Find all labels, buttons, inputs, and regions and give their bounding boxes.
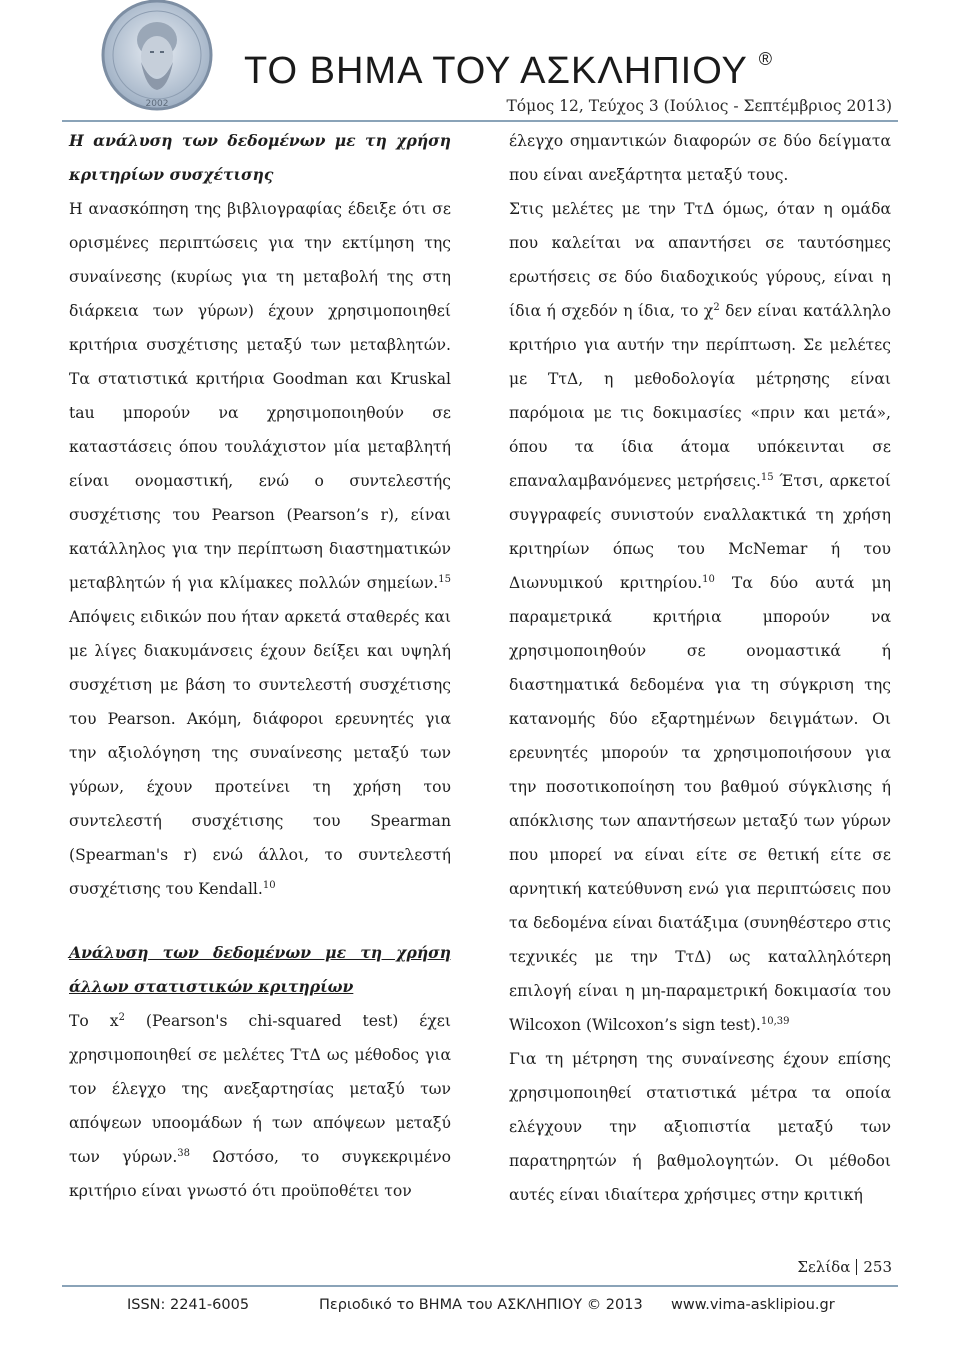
logo-year: 2002 [145, 99, 169, 109]
paragraph-correlation [69, 192, 451, 906]
asklepios-head-logo-icon [98, 0, 216, 118]
paragraph-text: (Pearson's chi-squared test) έχει χρησιμοποιηθεί σε μελέτες ΤτΔ ως μέθοδος για τον έλεγχο της ανεξαρτησίας μεταξύ των απόψεων υποομάδων ή των απόψεων μεταξύ των γύρων. [69, 1012, 451, 1166]
paragraph-continuation: έλεγχο σημαντικών διαφορών σε δύο δείγματα που είναι ανεξάρτητα μεταξύ τους. [509, 132, 891, 184]
superscript: 2 [118, 1012, 125, 1023]
paragraph-text: Το x [69, 1012, 119, 1030]
paragraph-text: Η ανασκόπηση της βιβλιογραφίας έδειξε ότι σε ορισμένες περιπτώσεις για την εκτίμηση της συναίνεσης (κυρίως για τη μεταβολή της στη διάρκεια των γύρων) έχουν χρησιμοποιηθεί κριτήρια συσχέτισης μεταξύ των μεταβλητών. Τα στατιστικά κριτήρια Goodman και Kruskal tau μπορούν να χρησιμοποιηθούν σε καταστάσεις όπου τουλάχιστον μία μεταβλητή είναι ονομαστική, ενώ ο συντελεστής συσχέτισης του Pearson (Pearson’s r), είναι κατάλληλος για την περίπτωση διαστηματικών μεταβλητών ή για κλίμακες πολλών σημείων. [69, 200, 451, 592]
journal-title [244, 48, 773, 94]
paragraph-delphi-tests [509, 192, 891, 1042]
paragraph-text: Στις μελέτες με την ΤτΔ όμως, όταν η ομάδα που καλείται να απαντήσει σε ταυτόσημες ερωτήσεις σε δύο διαδοχικούς γύρους, είναι η ίδια ή σχεδόν η ίδια, το χ [509, 200, 891, 320]
paragraph-reliability: Για τη μέτρηση της συναίνεσης έχουν επίσης χρησιμοποιηθεί στατιστικά μέτρα τα οποία ελέγχουν την αξιοπιστία μεταξύ των παρατηρητών ή βαθμολογητών. Οι μέθοδοι αυτές είναι ιδιαίτερα χρήσιμες στην κριτική [509, 1050, 891, 1204]
citation: 10,39 [760, 1016, 790, 1027]
footer-divider [62, 1285, 898, 1287]
journal-title-text: ΤΟ ΒΗΜΑ ΤΟΥ ΑΣΚΛΗΠΙΟΥ [244, 50, 748, 92]
citation: 10 [262, 880, 276, 891]
section-spacer [69, 906, 451, 936]
footer-url[interactable]: www.vima-asklipiou.gr [671, 1297, 835, 1313]
footer-issn: ISSN: 2241-6005 [127, 1297, 250, 1313]
page-value: 253 [863, 1258, 892, 1276]
citation: 15 [760, 472, 774, 483]
citation: 15 [438, 574, 451, 585]
header-divider [62, 120, 898, 122]
left-column [69, 124, 451, 1208]
page-divider [856, 1259, 857, 1275]
paragraph-chi-squared [69, 1004, 451, 1208]
registered-mark: ® [758, 49, 774, 69]
paragraph-text: Τα δύο αυτά μη παραμετρικά κριτήρια μπορούν να χρησιμοποιηθούν σε ονομαστικά ή διαστηματικά δεδομένα για τη σύγκριση της κατανομής δύο εξαρτημένων δειγμάτων. Οι ερευνητές μπορούν τα χρησιμοποιήσουν για την ποσοτικοποίηση του βαθμού σύγκλισης ή απόκλισης των απαντήσεων μεταξύ των γύρων που μπορεί να είναι είτε σε θετική είτε σε αρνητική κατεύθυνση ενώ για περιπτώσεις που τα δεδομένα είναι διατάξιμα (συνηθέστερο στις τεχνικές με την ΤτΔ) ως καταλληλότερη επιλογή είναι η μη-παραμετρική δοκιμασία του Wilcoxon (Wilcoxon’s sign test). [509, 574, 891, 1034]
section-heading-correlation: Η ανάλυση των δεδομένων με τη χρήση κριτηρίων συσχέτισης [69, 131, 451, 184]
footer-journal: Περιοδικό το ΒΗΜΑ του ΑΣΚΛΗΠΙΟΥ © 2013 [319, 1297, 643, 1313]
right-column [509, 124, 891, 1212]
superscript: 2 [713, 302, 720, 313]
paragraph-text: δεν είναι κατάλληλο κριτήριο για αυτήν την περίπτωση. Σε μελέτες με ΤτΔ, η μεθοδολογία μέτρησης είναι παρόμοια με τις δοκιμασίες «πριν και μετά», όπου τα ίδια άτομα υπόκεινται σε επαναλαμβανόμενες μετρήσεις. [509, 302, 891, 490]
paragraph-text: Έτσι, αρκετοί συγγραφείς συνιστούν εναλλακτικά τη χρήση κριτηρίων όπως του McNemar ή του Διωνυμικού κριτηρίου. [509, 472, 891, 592]
issue-info: Τόμος 12, Τεύχος 3 (Ιούλιος - Σεπτέμβριος 2013) [506, 97, 892, 115]
page-number [797, 1258, 892, 1276]
citation: 10 [702, 574, 715, 585]
paragraph-text: Απόψεις ειδικών που ήταν αρκετά σταθερές και με λίγες διακυμάνσεις έχουν δείξει και υψηλή συσχέτιση με βάση το συντελεστή συσχέτισης του Pearson. Ακόμη, διάφοροι ερευνητές για την αξιολόγηση της συναίνεσης μεταξύ των γύρων, έχουν προτείνει τη χρήση του συντελεστή συσχέτισης του Spearman (Spearman's r) ενώ άλλοι, το συντελεστή συσχέτισης του Kendall. [69, 608, 451, 898]
page-label: Σελίδα [797, 1258, 851, 1276]
section-heading-other-tests: Ανάλυση των δεδομένων με τη χρήση άλλων στατιστικών κριτηρίων [69, 943, 451, 996]
paragraph-text: Ωστόσο, το συγκεκριμένο κριτήριο είναι γνωστό ότι προϋποθέτει τον [69, 1148, 451, 1200]
journal-logo [98, 0, 216, 118]
citation: 38 [177, 1148, 191, 1159]
